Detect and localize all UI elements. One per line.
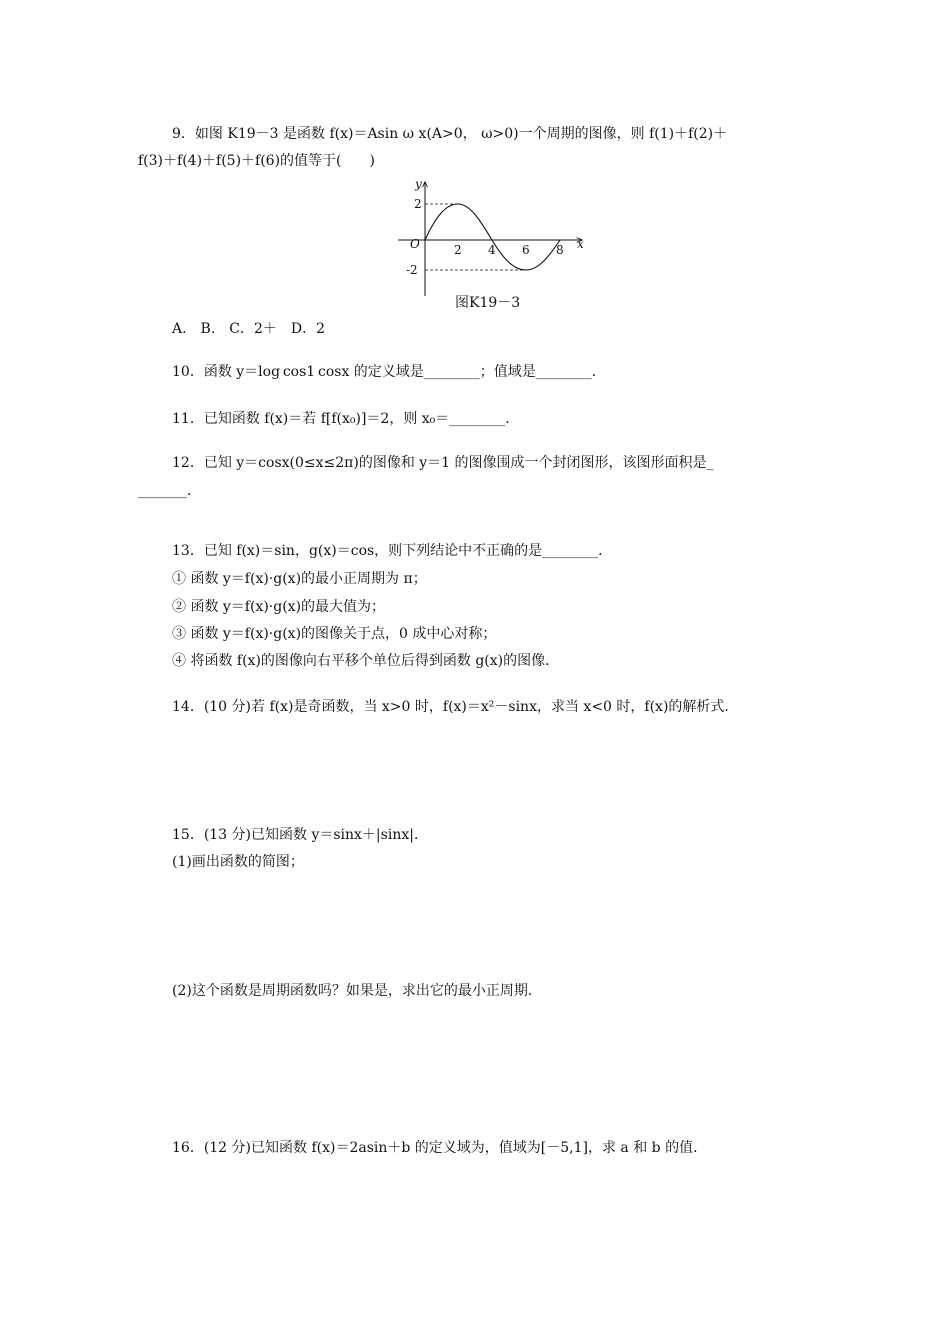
sine-graph-figure bbox=[392, 176, 592, 306]
sine-curve bbox=[425, 204, 560, 270]
q13-item-1: ① 函数 y＝f(x)·g(x)的最小正周期为 π； bbox=[172, 571, 427, 587]
q10: 10．函数 y＝log cos1 cosx 的定义域是________；值域是________． bbox=[172, 364, 606, 380]
q16: 16．(12 分)已知函数 f(x)＝2asin＋b 的定义域为，值域为[－5,1]，求 a 和 b 的值． bbox=[172, 1140, 708, 1156]
q11: 11．已知函数 f(x)＝若 f[f(x₀)]＝2，则 x₀＝________． bbox=[172, 411, 520, 427]
q15-part1: (1)画出函数的简图； bbox=[172, 854, 304, 870]
q12-line1: 12．已知 y＝cosx(0≤x≤2π)的图像和 y＝1 的图像围成一个封闭图形，该图形面积是_ bbox=[172, 455, 714, 471]
q13-stem: 13．已知 f(x)＝sin，g(x)＝cos，则下列结论中不正确的是________． bbox=[172, 543, 613, 559]
figure-caption: 图K19－3 bbox=[455, 295, 521, 311]
q15-stem: 15．(13 分)已知函数 y＝sinx＋|sinx|． bbox=[172, 827, 428, 843]
y-tick-neg2: -2 bbox=[406, 263, 418, 277]
q13-item-4: ④ 将函数 f(x)的图像向右平移个单位后得到函数 g(x)的图像． bbox=[172, 653, 560, 669]
q15-part2: (2)这个函数是周期函数吗？如果是，求出它的最小正周期． bbox=[172, 983, 542, 999]
x-tick-6: 6 bbox=[522, 243, 530, 257]
q13-item-3: ③ 函数 y＝f(x)·g(x)的图像关于点，0 成中心对称； bbox=[172, 626, 497, 642]
x-tick-4: 4 bbox=[488, 243, 496, 257]
q12-line2: _______． bbox=[138, 483, 201, 499]
q9-options: A. B. C．2＋ D．2 bbox=[172, 321, 326, 337]
x-tick-2: 2 bbox=[454, 243, 462, 257]
q9-line1: 9．如图 K19－3 是函数 f(x)＝Asin ω x(A>0， ω>0)一个周期的图像，则 f(1)＋f(2)＋ bbox=[172, 126, 728, 142]
q14: 14．(10 分)若 f(x)是奇函数，当 x>0 时，f(x)＝x²－sinx，求当 x<0 时，f(x)的解析式． bbox=[172, 699, 739, 715]
q13-item-2: ② 函数 y＝f(x)·g(x)的最大值为； bbox=[172, 599, 386, 615]
q9-line2: f(3)＋f(4)＋f(5)＋f(6)的值等于( ) bbox=[138, 153, 375, 169]
x-axis-label: x bbox=[577, 237, 584, 251]
y-tick-2: 2 bbox=[414, 197, 422, 211]
x-tick-8: 8 bbox=[556, 243, 564, 257]
origin-label: O bbox=[410, 237, 420, 251]
y-axis-label: y bbox=[415, 177, 422, 191]
